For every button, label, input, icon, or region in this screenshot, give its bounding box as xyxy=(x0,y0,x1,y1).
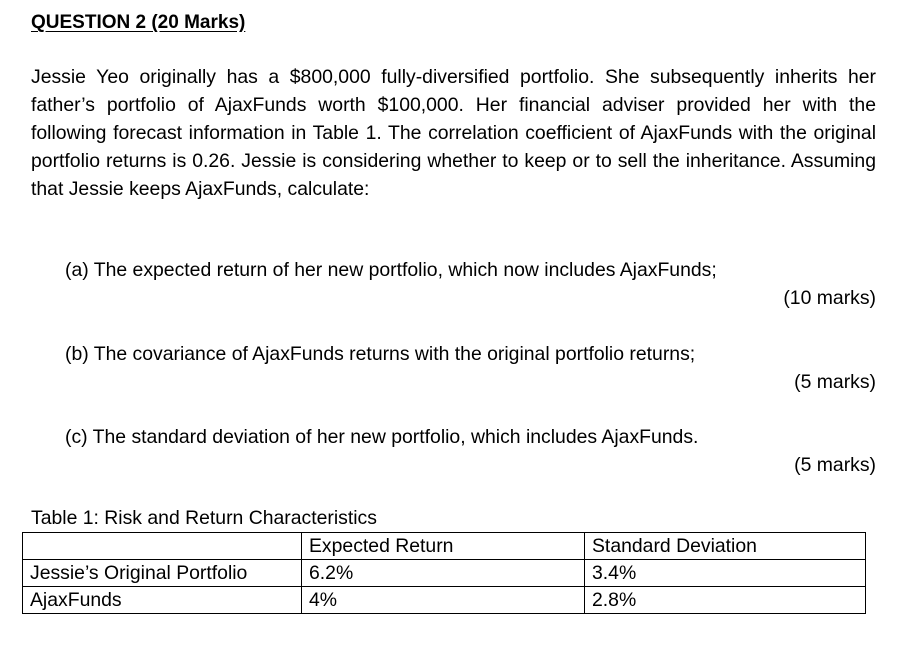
question-heading: QUESTION 2 (20 Marks) xyxy=(31,12,246,33)
table-cell: 2.8% xyxy=(585,587,866,614)
table-cell: AjaxFunds xyxy=(23,587,302,614)
sub-question-c xyxy=(65,423,876,479)
sub-question-c-text: (c) The standard deviation of her new portfolio, which includes AjaxFunds. xyxy=(65,426,699,448)
table-cell: 4% xyxy=(302,587,585,614)
sub-question-c-marks: (5 marks) xyxy=(794,454,876,476)
sub-question-b-text: (b) The covariance of AjaxFunds returns with the original portfolio returns; xyxy=(65,343,696,365)
sub-question-a xyxy=(65,256,876,312)
sub-question-b xyxy=(65,340,876,396)
table-header-cell: Expected Return xyxy=(302,533,585,560)
table-header-cell xyxy=(23,533,302,560)
sub-question-b-marks: (5 marks) xyxy=(794,371,876,393)
table-cell: 6.2% xyxy=(302,560,585,587)
sub-question-a-text: (a) The expected return of her new portfolio, which now includes AjaxFunds; xyxy=(65,259,717,281)
sub-question-a-marks: (10 marks) xyxy=(783,287,876,309)
question-intro-paragraph: Jessie Yeo originally has a $800,000 fully-diversified portfolio. She subsequently inherits her father’s portfolio of AjaxFunds worth $100,000. Her financial adviser provided her with the following forecast information in Table 1. The correlation coefficient of AjaxFunds with the original portfolio returns is 0.26. Jessie is considering whether to keep or to sell the inheritance. Assuming that Jessie keeps AjaxFunds, calculate: xyxy=(31,66,876,200)
table-header-cell: Standard Deviation xyxy=(585,533,866,560)
table-caption: Table 1: Risk and Return Characteristics xyxy=(31,507,377,529)
table-header-row xyxy=(23,533,866,560)
table-row xyxy=(23,560,866,587)
table-cell: Jessie’s Original Portfolio xyxy=(23,560,302,587)
table-cell: 3.4% xyxy=(585,560,866,587)
table-row xyxy=(23,587,866,614)
risk-return-table xyxy=(22,532,866,614)
